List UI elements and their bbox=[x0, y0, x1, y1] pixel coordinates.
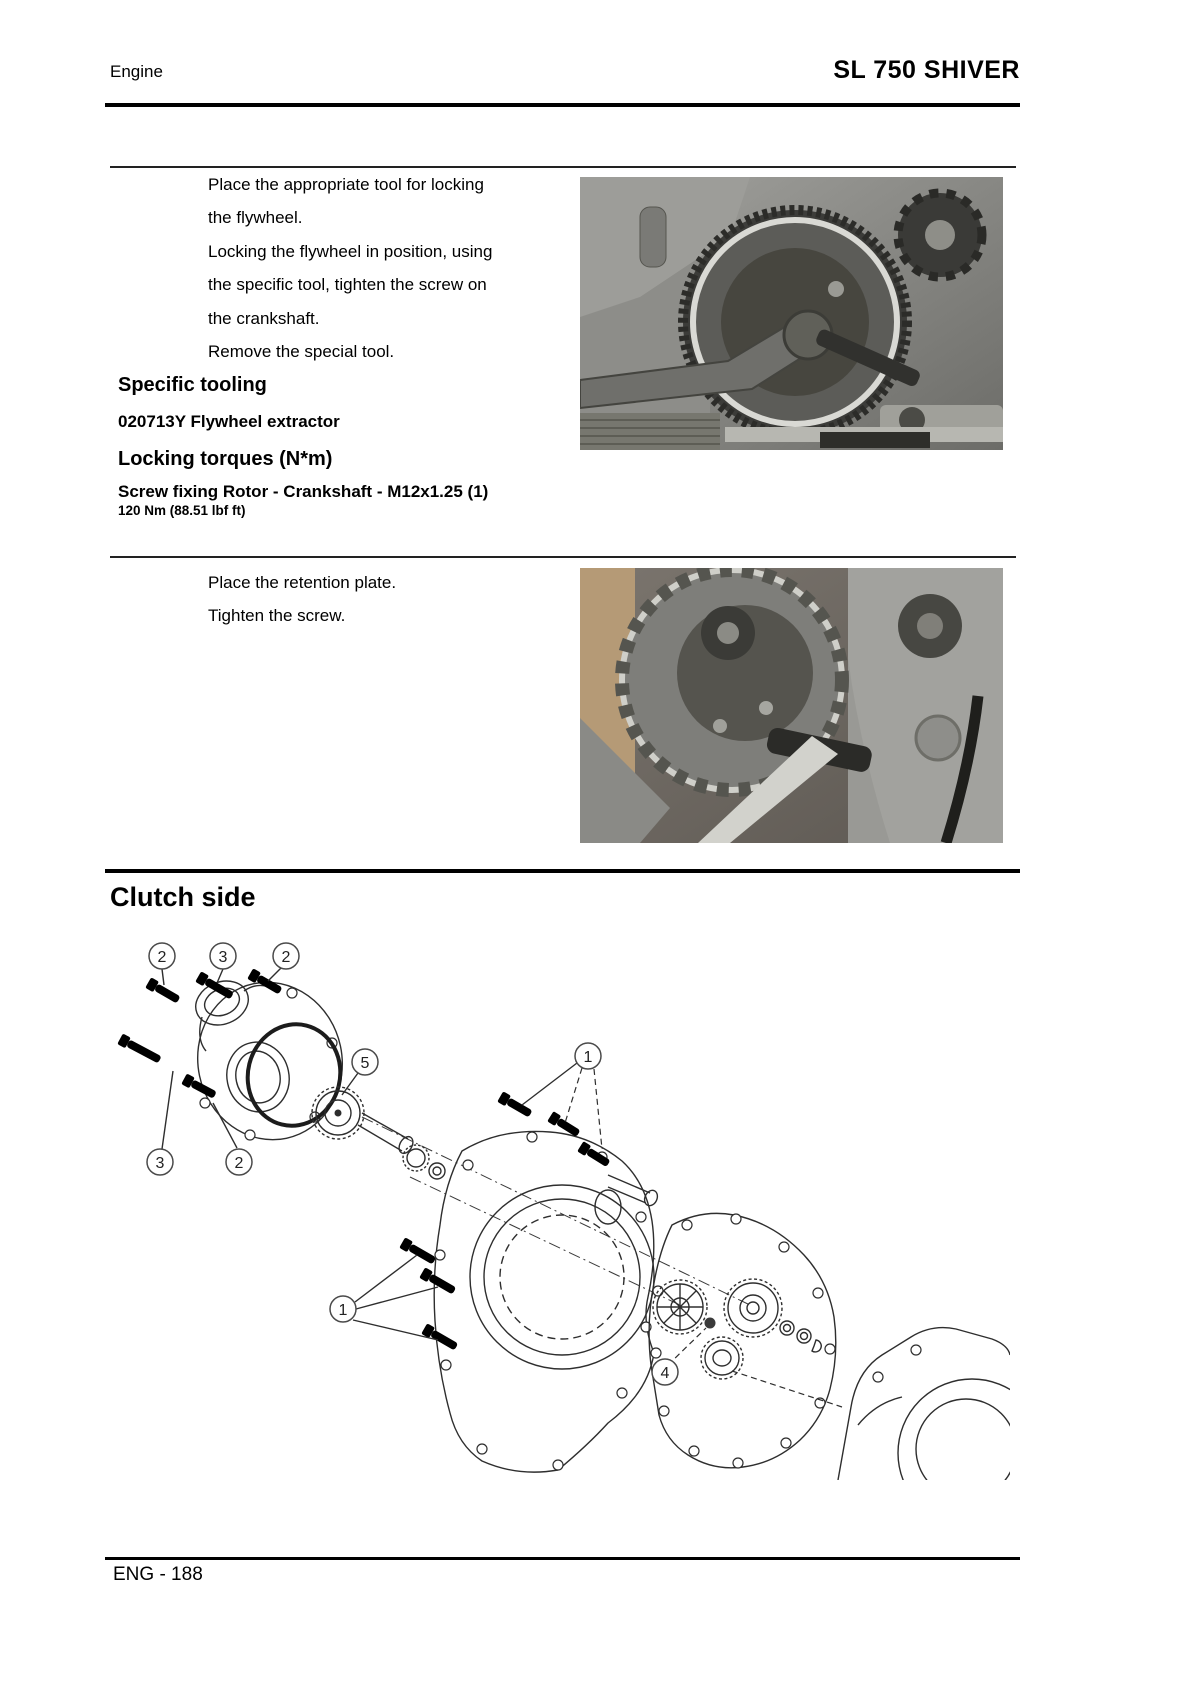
callout-1a bbox=[575, 1043, 601, 1069]
specific-tooling-heading: Specific tooling bbox=[118, 374, 267, 396]
clutch-section-rule bbox=[105, 869, 1020, 873]
cover-gasket-drawing bbox=[649, 1213, 836, 1468]
callout-3a bbox=[210, 943, 236, 969]
svg-text:1: 1 bbox=[338, 1302, 348, 1319]
svg-text:2: 2 bbox=[234, 1155, 244, 1172]
water-pump-cover-drawing bbox=[183, 969, 357, 1153]
callout-3b bbox=[147, 1149, 173, 1175]
svg-text:2: 2 bbox=[281, 949, 291, 966]
locking-torques-heading: Locking torques (N*m) bbox=[118, 448, 333, 470]
torque-value: 120 Nm (88.51 lbf ft) bbox=[118, 503, 246, 518]
procedure-line: the flywheel. bbox=[208, 208, 303, 228]
screw-drawing bbox=[247, 968, 283, 996]
callout-1b bbox=[330, 1296, 356, 1322]
procedure-step2-text bbox=[208, 566, 553, 633]
callout-5 bbox=[352, 1049, 378, 1075]
callout-leader-lines bbox=[162, 967, 842, 1407]
engine-case-fragment-drawing bbox=[838, 1328, 1010, 1480]
svg-text:2: 2 bbox=[157, 949, 167, 966]
header-section-label: Engine bbox=[110, 62, 163, 81]
screw-drawing bbox=[419, 1267, 457, 1296]
footer-page-ref: ENG - 188 bbox=[113, 1564, 203, 1585]
svg-text:4: 4 bbox=[660, 1365, 670, 1382]
callout-4 bbox=[652, 1359, 678, 1385]
pump-gasket-oring-drawing bbox=[237, 1014, 351, 1135]
procedure-line: Tighten the screw. bbox=[208, 606, 346, 626]
svg-text:5: 5 bbox=[360, 1055, 370, 1072]
photo-flywheel-locking bbox=[580, 177, 1003, 450]
procedure-line: Place the appropriate tool for locking bbox=[208, 175, 484, 194]
header-model-title: SL 750 SHIVER bbox=[833, 56, 1020, 84]
procedure-line: Remove the special tool. bbox=[208, 342, 395, 362]
callout-2c bbox=[226, 1149, 252, 1175]
callout-2a bbox=[149, 943, 175, 969]
clutch-side-heading: Clutch side bbox=[110, 882, 256, 912]
footer-rule bbox=[105, 1557, 1020, 1560]
clutch-side-exploded-diagram bbox=[110, 925, 1010, 1480]
procedure-step1-text bbox=[208, 168, 553, 368]
clutch-cover-drawing bbox=[434, 1131, 660, 1472]
photo-retention-plate-image bbox=[580, 568, 1003, 843]
impeller-shaft-drawing bbox=[312, 1087, 445, 1179]
procedure-line: Place the retention plate. bbox=[208, 573, 397, 592]
specific-tooling-item: 020713Y Flywheel extractor bbox=[118, 412, 340, 431]
procedure-line: the specific tool, tighten the screw on bbox=[208, 275, 487, 295]
photo-flywheel-locking-image bbox=[580, 177, 1003, 450]
screw-drawing bbox=[547, 1111, 581, 1139]
screw-drawing bbox=[117, 1033, 162, 1065]
svg-text:3: 3 bbox=[155, 1155, 165, 1172]
screw-drawing bbox=[399, 1237, 437, 1266]
photo-retention-plate bbox=[580, 568, 1003, 843]
header-rule bbox=[105, 103, 1020, 107]
svg-text:1: 1 bbox=[583, 1049, 593, 1066]
screw-drawing bbox=[497, 1091, 533, 1119]
gear-train-drawing bbox=[653, 1279, 821, 1379]
screw-drawing bbox=[195, 971, 235, 1001]
procedure-line: Locking the flywheel in position, using bbox=[208, 241, 493, 261]
svg-text:3: 3 bbox=[218, 949, 228, 966]
torque-item: Screw fixing Rotor - Crankshaft - M12x1.25 (1) bbox=[118, 482, 489, 501]
section-divider-mid bbox=[110, 556, 1016, 558]
callout-2b bbox=[273, 943, 299, 969]
procedure-line: the crankshaft. bbox=[208, 308, 320, 328]
